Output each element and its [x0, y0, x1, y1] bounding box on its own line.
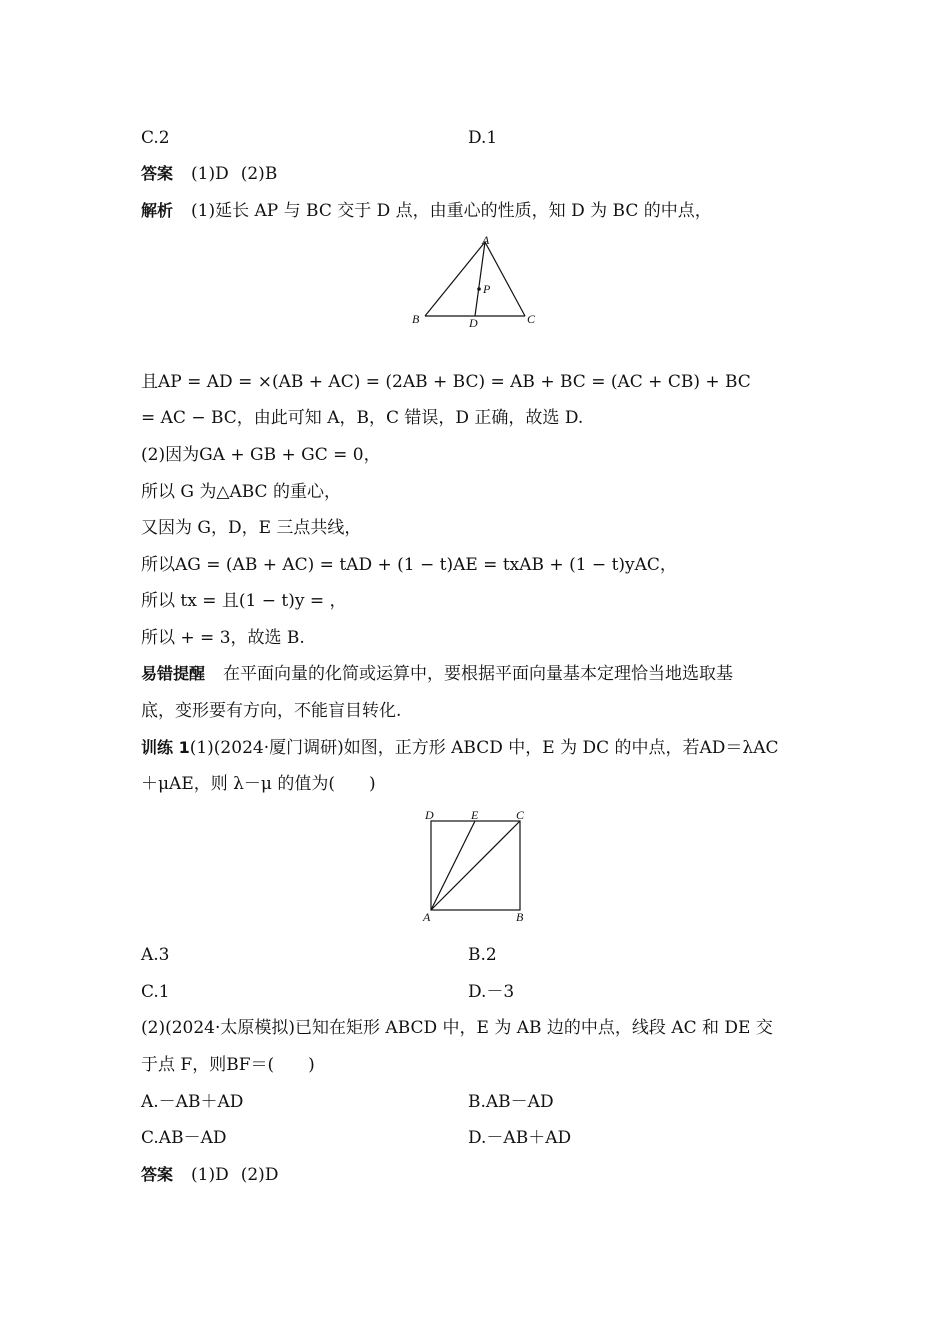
label-D: D	[469, 316, 478, 330]
q2-option-d: D.－AB＋AD	[468, 1128, 572, 1148]
exercise-q2-line-2: 于点 F，则BF＝( )	[141, 1055, 315, 1075]
tip-text-1: 在平面向量的化简或运算中，要根据平面向量基本定理恰当地选取基	[223, 664, 734, 684]
analysis-line-7: 所以AG = (AB + AC) = tAD + (1 − t)AE = txAB + (1 − t)yAC，	[141, 555, 677, 575]
exercise-q1-text-1: (1)(2024·厦门调研)如图，正方形 ABCD 中，E 为 DC 的中点，若AD＝λAC	[189, 738, 779, 758]
analysis-line-8: 所以 tx = 且(1 − t)y = ，	[141, 591, 347, 611]
exercise-q1-line-2: ＋μAE，则 λ－μ 的值为( )	[141, 774, 376, 794]
exercise-line-1	[141, 737, 778, 759]
label-A: A	[482, 233, 490, 247]
sq-label-C: C	[516, 808, 525, 822]
analysis-line-5: 所以 G 为△ABC 的重心，	[141, 482, 341, 502]
q1-option-c: C.1	[141, 982, 170, 1002]
answer-value-2: (2)B	[240, 164, 278, 184]
analysis-line-1	[141, 200, 712, 222]
sq-label-B: B	[516, 910, 524, 924]
answer-value-1: (1)D	[191, 164, 229, 184]
label-B: B	[412, 312, 420, 326]
square-figure	[418, 806, 533, 926]
analysis-text-1: (1)延长 AP 与 BC 交于 D 点，由重心的性质，知 D 为 BC 的中点，	[191, 201, 712, 221]
sq-label-D: D	[425, 808, 434, 822]
tip-label: 易错提醒	[141, 664, 206, 683]
answer-label: 答案	[141, 164, 174, 183]
answer2-label: 答案	[141, 1165, 174, 1184]
answer2-value-2: (2)D	[240, 1165, 279, 1185]
analysis-line-6: 又因为 G，D，E 三点共线，	[141, 518, 362, 538]
sq-label-A: A	[423, 910, 431, 924]
option-d-top: D.1	[468, 128, 498, 148]
analysis-line-9: 所以 + = 3，故选 B.	[141, 628, 305, 648]
exercise-label: 训练 1	[141, 738, 190, 757]
q2-option-b: B.AB－AD	[468, 1092, 554, 1112]
sq-label-E: E	[471, 808, 479, 822]
answer2-value-1: (1)D	[191, 1165, 229, 1185]
tip-line-1	[141, 663, 733, 685]
label-P: P	[483, 282, 491, 296]
q2-option-a: A.－AB＋AD	[141, 1092, 244, 1112]
analysis-line-3: = AC − BC，由此可知 A，B，C 错误，D 正确，故选 D.	[141, 408, 584, 428]
tip-line-2: 底，变形要有方向，不能盲目转化.	[141, 701, 402, 721]
q1-option-d: D.－3	[468, 982, 515, 1002]
q2-option-c: C.AB－AD	[141, 1128, 227, 1148]
q1-option-a: A.3	[141, 945, 170, 965]
analysis-label: 解析	[141, 201, 174, 220]
triangle-figure	[405, 232, 545, 332]
exercise-q2-line-1: (2)(2024·太原模拟)已知在矩形 ABCD 中，E 为 AB 边的中点，线段 AC 和 DE 交	[141, 1018, 773, 1038]
option-c-top: C.2	[141, 128, 170, 148]
analysis-line-2: 且AP = AD = ×(AB + AC) = (2AB + BC) = AB + BC = (AC + CB) + BC	[141, 372, 751, 392]
answer-line-2	[141, 1164, 278, 1186]
label-C: C	[527, 312, 536, 326]
q1-option-b: B.2	[468, 945, 497, 965]
analysis-line-4: (2)因为GA + GB + GC = 0，	[141, 445, 381, 465]
answer-line-1	[141, 163, 277, 185]
